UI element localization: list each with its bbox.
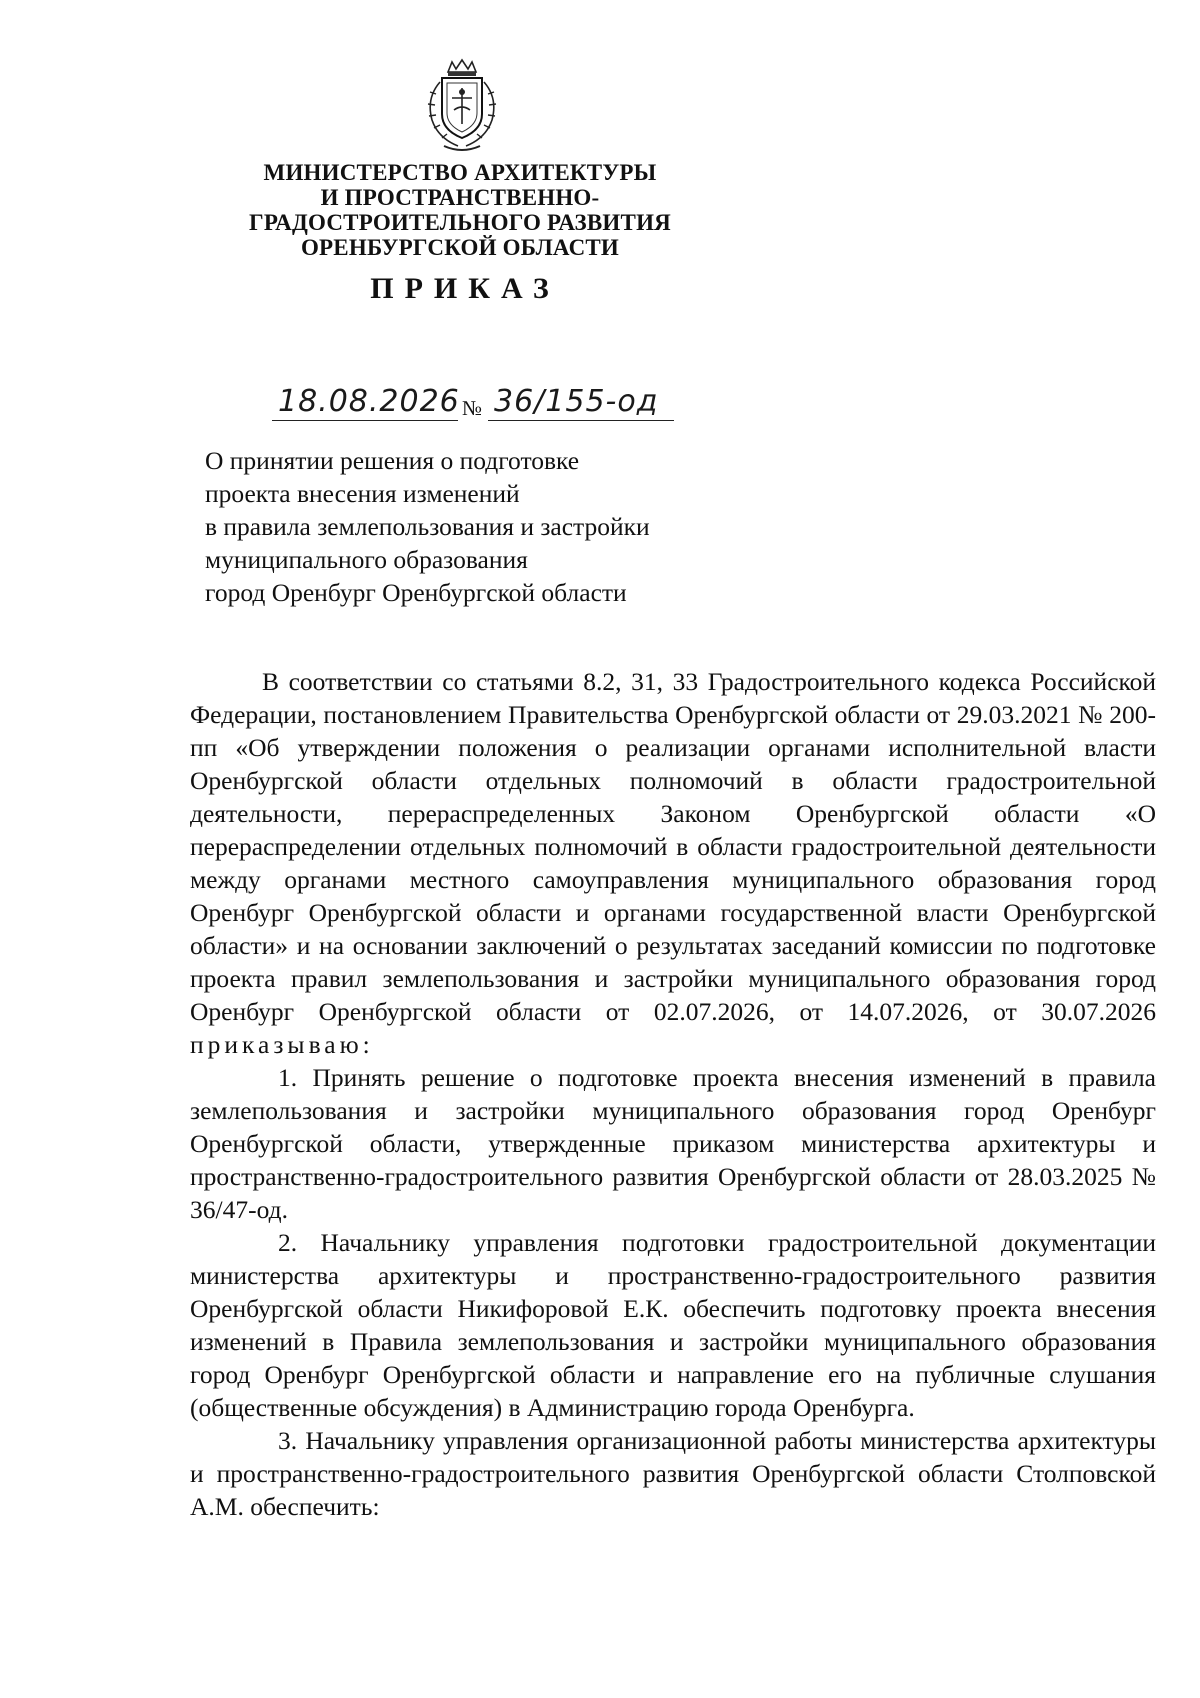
registration-line: [272, 384, 692, 428]
order-item-3: 3. Начальнику управления организационной работы министерства архитектуры и пространственно-градостроительного развития Оренбургской области Столповской А.М. обеспечить:: [190, 1426, 1156, 1521]
ministry-name: [200, 160, 720, 260]
subject-line: муниципального образования: [205, 545, 528, 574]
order-subject: [205, 444, 765, 609]
handwritten-number: 36/155-од: [494, 384, 659, 419]
ministry-line: МИНИСТЕРСТВО АРХИТЕКТУРЫ: [263, 160, 657, 185]
ministry-line: ОРЕНБУРГСКОЙ ОБЛАСТИ: [300, 235, 620, 260]
document-body: [190, 665, 1156, 1523]
number-label: №: [462, 396, 483, 420]
date-underline: [272, 420, 458, 421]
ministry-line: И ПРОСТРАНСТВЕННО-: [320, 185, 600, 210]
subject-line: О принятии решения о подготовке: [205, 446, 580, 475]
order-item-2: 2. Начальнику управления подготовки градостроительной документации министерства архитектуры и пространственно-градостроительного развития Оренбургской области Никифоровой Е.К. обеспечить подготовку проекта внесения изменений в Правила землепользования и застройки муниципального образования город Оренбург Оренбургской области и направление его на публичные слушания (общественные обсуждения) в Администрацию города Оренбурга.: [190, 1228, 1156, 1422]
order-item-1: 1. Принять решение о подготовке проекта внесения изменений в правила землепользования и застройки муниципального образования город Оренбург Оренбургской области, утвержденные приказом министерства архитектуры и пространственно-градостроительного развития Оренбургской области от 28.03.2025 № 36/47-од.: [190, 1063, 1156, 1224]
subject-line: город Оренбург Оренбургской области: [205, 578, 627, 607]
preamble-text: В соответствии со статьями 8.2, 31, 33 Градостроительного кодекса Российской Федерации, постановлением Правительства Оренбургской области от 29.03.2021 № 200-пп «Об утверждении положения о реализации органами исполнительной власти Оренбургской области отдельных полномочий в области градостроительной деятельности, перераспределенных Законом Оренбургской области «О перераспределении отдельных полномочий в области градостроительной деятельности между органами местного самоуправления муниципального образования город Оренбург Оренбургской области и органами государственной власти Оренбургской области» и на основании заключений о результатах заседаний комиссии по подготовке проекта правил землепользования и застройки муниципального образования город Оренбург Оренбургской области от 02.07.2026, от 14.07.2026, от 30.07.2026: [190, 667, 1156, 1026]
number-underline: [488, 420, 674, 421]
document-type: ПРИКАЗ: [370, 272, 560, 305]
subject-line: в правила землепользования и застройки: [205, 512, 650, 541]
order-suffix: :: [362, 1030, 370, 1059]
handwritten-date: 18.08.2026: [278, 384, 460, 419]
subject-line: проекта внесения изменений: [205, 479, 520, 508]
ministry-line: ГРАДОСТРОИТЕЛЬНОГО РАЗВИТИЯ: [249, 210, 671, 235]
order-word: приказываю: [190, 1030, 363, 1059]
preamble-paragraph: [190, 665, 1156, 1061]
coat-of-arms-icon: [418, 58, 506, 156]
